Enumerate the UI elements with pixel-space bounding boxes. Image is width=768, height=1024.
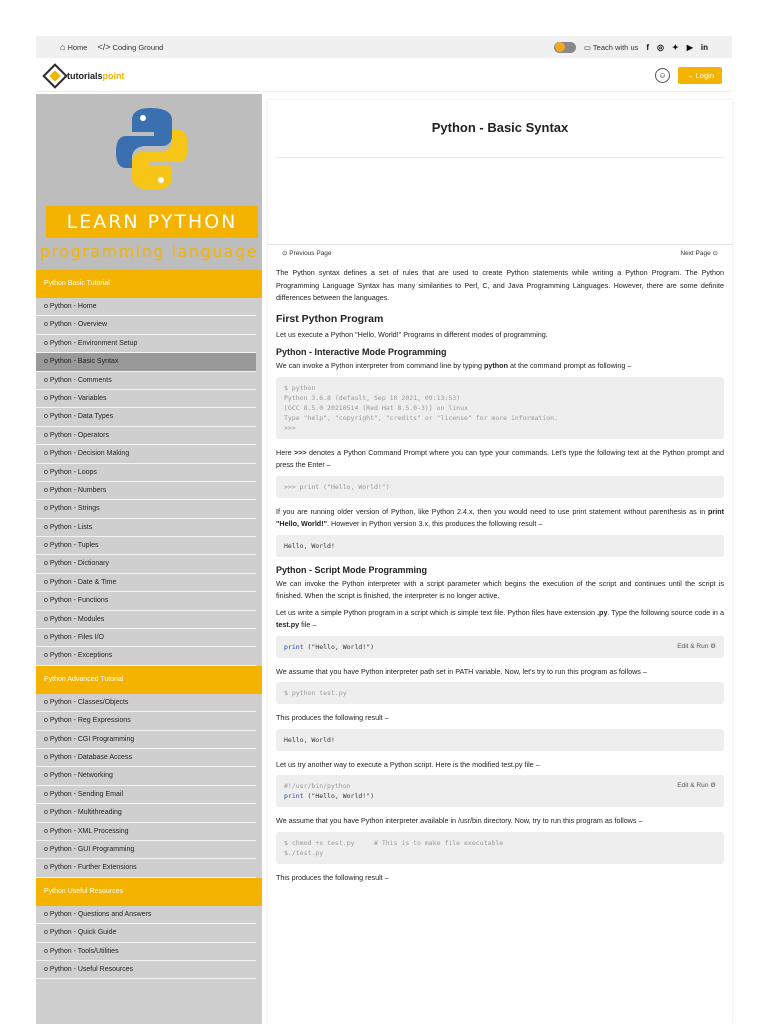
script-paragraph-2: Let us write a simple Python program in a script which is simple text file. Python files have extension .py. Type the following source code in a test.py file –	[276, 607, 724, 629]
sidebar-item[interactable]: o Python - Classes/Objects	[36, 694, 256, 712]
script-paragraph-1: We can invoke the Python interpreter with a script parameter which begins the execution of the script and continues until the script is finished. When the script is finished, the interpreter is no longer active.	[276, 578, 724, 600]
sidebar-item[interactable]: o Python - Tuples	[36, 537, 256, 555]
sidebar-item[interactable]: o Python - Dictionary	[36, 555, 256, 573]
result-paragraph: This produces the following result –	[276, 713, 389, 722]
sidebar-item[interactable]: o Python - Useful Resources	[36, 961, 256, 979]
next-page-link[interactable]: Next Page ⊙	[680, 250, 718, 257]
sidebar-item[interactable]: o Python - Home	[36, 298, 256, 316]
code-block-output-2: Hello, World!	[276, 729, 724, 751]
sidebar-item[interactable]: o Python - Environment Setup	[36, 335, 256, 353]
login-button[interactable]: → Login	[678, 67, 722, 84]
edit-run-button-2[interactable]: Edit & Run ⚙	[677, 782, 716, 789]
prompt-paragraph: Here >>> denotes a Python Command Prompt where you can type your commands. Let's type the following text at the Python prompt and press the Enter –	[276, 447, 724, 469]
banner-programming-language: programming language	[39, 242, 259, 261]
sidebar-item[interactable]: o Python - Numbers	[36, 482, 256, 500]
code-block-interpreter: $ python Python 3.6.8 (default, Sep 10 2021, 09:13:53) [GCC 8.5.0 20210514 (Red Hat 8.5.0-3)] on linux Type "help", "copyright", "credits" or "license" for more information. >>>	[276, 377, 724, 439]
instagram-icon[interactable]: ◎	[657, 42, 665, 52]
code-block-test-py: print ("Hello, World!") Edit & Run ⚙	[276, 636, 724, 658]
first-program-paragraph: Let us execute a Python "Hello, World!" Programs in different modes of programming.	[276, 329, 548, 339]
site-logo[interactable]: tutorialspoint	[46, 67, 125, 85]
sidebar-item[interactable]: o Python - GUI Programming	[36, 841, 256, 859]
sidebar-item[interactable]: o Python - Sending Email	[36, 786, 256, 804]
site-header	[36, 60, 732, 92]
code-icon: </>	[97, 42, 111, 52]
sidebar-item[interactable]: o Python - Tools/Utilities	[36, 943, 256, 961]
user-icon[interactable]: ☺	[655, 68, 670, 83]
logo-mark	[42, 63, 67, 88]
heading-script-mode: Python - Script Mode Programming	[276, 564, 428, 575]
page-nav	[268, 244, 732, 261]
teach-link[interactable]: ▭ Teach with us	[583, 42, 639, 52]
sidebar-item[interactable]: o Python - Files I/O	[36, 629, 256, 647]
code-block-chmod: $ chmod +x test.py # This is to make file executable $./test.py	[276, 832, 724, 864]
edit-run-button[interactable]: Edit & Run ⚙	[677, 642, 716, 650]
facebook-icon[interactable]: f	[646, 42, 650, 52]
sidebar-item[interactable]: o Python - Strings	[36, 500, 256, 518]
page-title: Python - Basic Syntax	[431, 120, 569, 135]
code-block-shebang: #!/usr/bin/python print ("Hello, World!") Edit & Run ⚙	[276, 775, 724, 807]
code-block-output: Hello, World!	[276, 535, 724, 557]
home-icon: ⌂	[60, 42, 66, 52]
sidebar-item[interactable]: o Python - Modules	[36, 611, 256, 629]
sidebar-item[interactable]: o Python - Multithreading	[36, 804, 256, 822]
top-bar	[36, 36, 732, 58]
older-version-paragraph: If you are running older version of Python, like Python 2.4.x, then you would need to use print statement without parenthesis as in print "Hello, World!". However in Python version 3.x, this produces the following result –	[276, 506, 724, 528]
sidebar-item[interactable]: o Python - Decision Making	[36, 445, 256, 463]
sidebar-section-header: Python Advanced Tutorial	[36, 666, 262, 694]
result-paragraph-2: This produces the following result –	[276, 872, 389, 882]
interactive-paragraph: We can invoke a Python interpreter from command line by typing python at the command prompt as following –	[276, 361, 632, 370]
sidebar-item[interactable]: o Python - Comments	[36, 372, 256, 390]
sidebar-item[interactable]: o Python - Basic Syntax	[36, 353, 256, 371]
heading-first-program: First Python Program	[276, 312, 384, 325]
code-block-print: >>> print ("Hello, World!")	[276, 476, 724, 498]
home-link[interactable]: ⌂ Home	[60, 42, 88, 52]
previous-page-link[interactable]: ⊙ Previous Page	[282, 250, 332, 257]
banner-learn-python: LEARN PYTHON	[46, 206, 258, 238]
sidebar-item[interactable]: o Python - Reg Expressions	[36, 712, 256, 730]
sidebar-item[interactable]: o Python - Variables	[36, 390, 256, 408]
sidebar-item[interactable]: o Python - Functions	[36, 592, 256, 610]
sidebar-item[interactable]: o Python - Date & Time	[36, 574, 256, 592]
sidebar-list	[36, 270, 262, 979]
sidebar-item[interactable]: o Python - XML Processing	[36, 823, 256, 841]
article-body	[268, 261, 732, 884]
youtube-icon[interactable]: ▶	[686, 42, 693, 52]
sidebar-item[interactable]: o Python - Operators	[36, 427, 256, 445]
code-block-run: $ python test.py	[276, 682, 724, 704]
sidebar	[36, 94, 262, 1024]
sidebar-item[interactable]: o Python - Overview	[36, 316, 256, 334]
main-content	[268, 100, 732, 1024]
heading-interactive-mode: Python - Interactive Mode Programming	[276, 347, 447, 357]
coding-ground-link[interactable]: </> Coding Ground	[97, 42, 164, 52]
usr-bin-paragraph: We assume that you have Python interpreter available in /usr/bin directory. Now, try to run this program as follows –	[276, 816, 643, 825]
sidebar-section-header: Python Basic Tutorial	[36, 270, 262, 298]
ad-space	[268, 158, 732, 244]
python-logo-icon	[116, 106, 188, 192]
sidebar-section-header: Python Useful Resources	[36, 878, 262, 906]
sidebar-item[interactable]: o Python - Loops	[36, 464, 256, 482]
sidebar-item[interactable]: o Python - Data Types	[36, 408, 256, 426]
sidebar-item[interactable]: o Python - Exceptions	[36, 647, 256, 665]
sidebar-item[interactable]: o Python - Database Access	[36, 749, 256, 767]
sidebar-item[interactable]: o Python - Further Extensions	[36, 859, 256, 877]
sidebar-item[interactable]: o Python - Lists	[36, 519, 256, 537]
intro-paragraph: The Python syntax defines a set of rules that are used to create Python statements while writing a Python Program. The Python Programming Language Syntax has many similarities to Perl, C, and Java Programming Languages. However, there are some definite differences between the languages.	[276, 268, 724, 302]
another-way-paragraph: Let us try another way to execute a Python script. Here is the modified test.py file –	[276, 759, 540, 769]
sidebar-item[interactable]: o Python - CGI Programming	[36, 731, 256, 749]
sidebar-item[interactable]: o Python - Questions and Answers	[36, 906, 256, 924]
linkedin-icon[interactable]: in	[700, 42, 708, 52]
learn-python-banner	[36, 94, 262, 270]
sidebar-item[interactable]: o Python - Networking	[36, 767, 256, 785]
path-paragraph: We assume that you have Python interpreter path set in PATH variable. Now, let's try to run this program as follows –	[276, 666, 647, 676]
twitter-icon[interactable]: ✦	[672, 42, 679, 52]
theme-toggle[interactable]	[554, 42, 576, 53]
sidebar-item[interactable]: o Python - Quick Guide	[36, 924, 256, 942]
